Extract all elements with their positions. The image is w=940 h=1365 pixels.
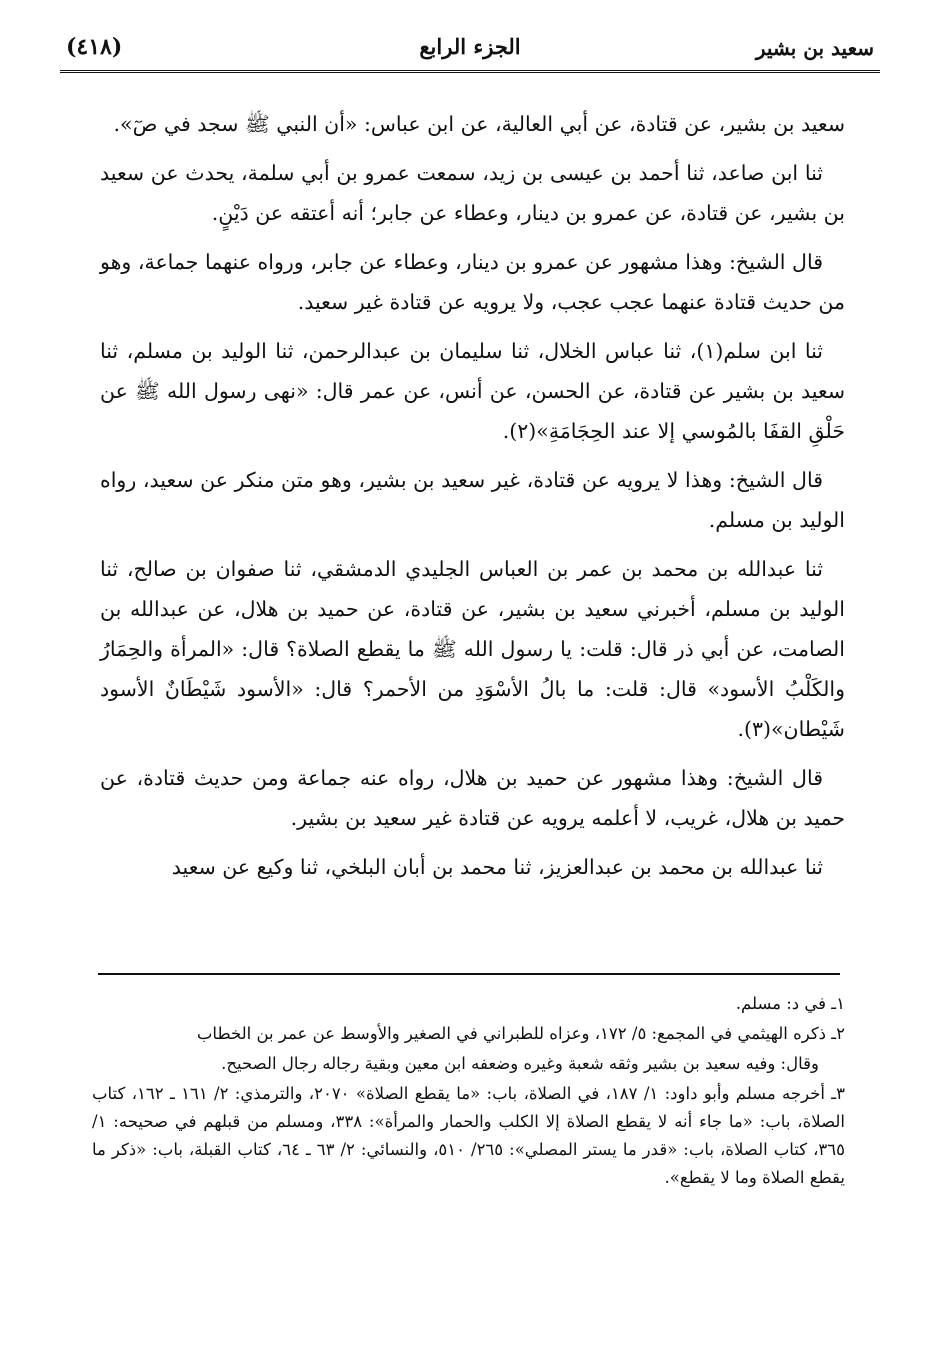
part-title: الجزء الرابع xyxy=(419,34,521,59)
footnotes xyxy=(92,990,845,1194)
footnote-continuation: وقال: وفيه سعيد بن بشير وثقه شعبة وغيره وضعفه ابن معين وبقية رجاله رجال الصحيح. xyxy=(221,1054,819,1073)
paragraph: ثنا ابن صاعد، ثنا أحمد بن عيسى بن زيد، سمعت عمرو بن أبي سلمة، يحدث عن سعيد بن بشير، عن قتادة، عن عمرو بن دينار، وعطاء عن جابر؛ أنه أعتقه عن دَيْنٍ. xyxy=(100,161,845,225)
running-title: سعيد بن بشير xyxy=(755,36,874,60)
paragraph: قال الشيخ: وهذا مشهور عن عمرو بن دينار، وعطاء عن جابر، ورواه عنهما جماعة، وهو من حديث قتادة عنهما عجب عجب، ولا يرويه عن قتادة غير سعيد. xyxy=(100,250,845,314)
page-number: (٤١٨) xyxy=(66,34,123,60)
header-rule xyxy=(60,70,880,73)
paragraph: سعيد بن بشير، عن قتادة، عن أبي العالية، عن ابن عباس: «أن النبي ﷺ سجد في صٓ». xyxy=(113,112,845,136)
footnote: ٣ـ أخرجه مسلم وأبو داود: ١/ ١٨٧، في الصلاة، باب: «ما يقطع الصلاة» ٢٠٧٠، والترمذي: ٢/ ١٦١ ـ ١٦٢، كتاب الصلاة، باب: «ما جاء أنه لا يقطع الصلاة إلا الكلب والحمار والمرأة»: ٣٣٨، ومسلم من قبلهم في صحيحه: ١/ ٣٦٥، كتاب الصلاة، باب: «قدر ما يستر المصلي»: ٢٦٥/ ٥١٠، والنسائي: ٢/ ٦٣ ـ ٦٤، كتاب القبلة، باب: «ذكر ما يقطع الصلاة وما لا يقطع». xyxy=(92,1084,846,1187)
footnote-separator xyxy=(98,973,840,975)
footnote: ١ـ في د: مسلم. xyxy=(735,994,845,1013)
paragraph: قال الشيخ: وهذا مشهور عن حميد بن هلال، رواه عنه جماعة ومن حديث قتادة، عن حميد بن هلال، غريب، لا أعلمه يرويه عن قتادة غير سعيد بن بشير. xyxy=(100,766,845,830)
main-text xyxy=(100,104,845,896)
footnote: ٢ـ ذكره الهيثمي في المجمع: ٥/ ١٧٢، وعزاه للطبراني في الصغير والأوسط عن عمر بن الخطاب xyxy=(196,1024,845,1043)
paragraph: قال الشيخ: وهذا لا يرويه عن قتادة، غير سعيد بن بشير، وهو متن منكر عن سعيد، رواه الوليد بن مسلم. xyxy=(100,468,845,532)
paragraph: ثنا عبدالله بن محمد بن عبدالعزيز، ثنا محمد بن أبان البلخي، ثنا وكيع عن سعيد xyxy=(171,855,823,879)
paragraph: ثنا عبدالله بن محمد بن عمر بن العباس الجليدي الدمشقي، ثنا صفوان بن صالح، ثنا الوليد بن مسلم، أخبرني سعيد بن بشير، عن قتادة، عن حميد بن هلال، عن عبدالله بن الصامت، عن أبي ذر قال: قلت: يا رسول الله ﷺ ما يقطع الصلاة؟ قال: «المرأة والحِمَارُ والكَلْبُ الأسود» قال: قلت: ما بالُ الأسْوَدِ من الأحمر؟ قال: «الأسود شَيْطَانٌ الأسود شَيْطان»(٣). xyxy=(100,557,845,741)
paragraph: ثنا ابن سلم(١)، ثنا عباس الخلال، ثنا سليمان بن عبدالرحمن، ثنا الوليد بن مسلم، ثنا سعيد بن بشير عن قتادة، عن الحسن، عن أنس، عن عمر قال: «نهى رسول الله ﷺ عن حَلْقِ القفَا بالمُوسي إلا عند الحِجَامَةِ»(٢). xyxy=(100,339,845,443)
page-header xyxy=(60,26,880,70)
